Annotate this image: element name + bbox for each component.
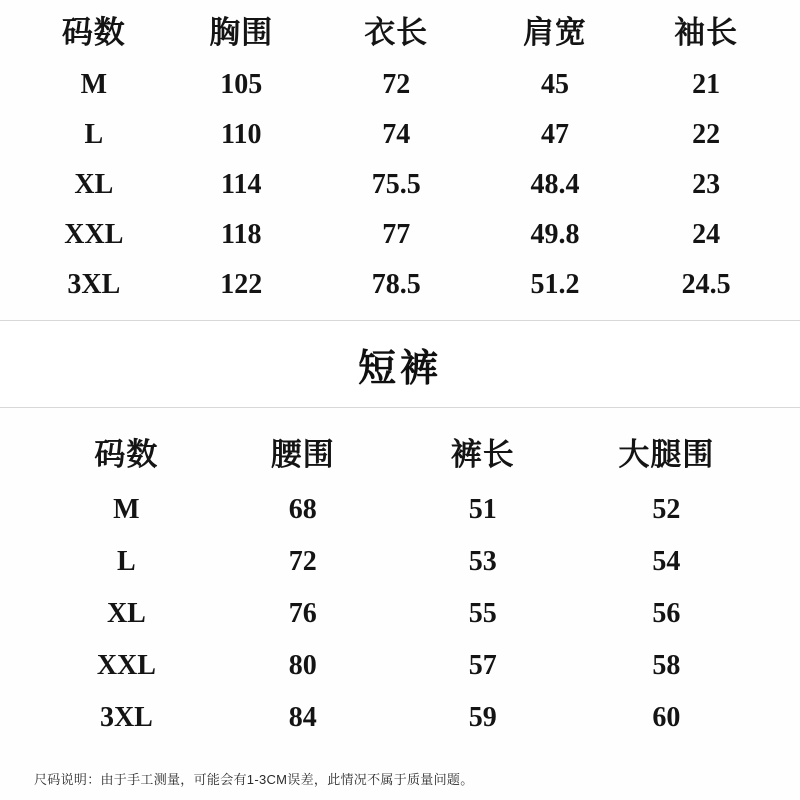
column-header-length: 衣长 — [364, 15, 429, 50]
cell-sleeve: 22 — [692, 119, 721, 150]
table-row — [22, 160, 778, 210]
cell-pants-length: 55 — [468, 598, 497, 629]
column-header-sleeve: 袖长 — [674, 15, 739, 50]
cell-bust: 110 — [220, 119, 262, 150]
column-header-bust: 胸围 — [209, 15, 274, 50]
table-header-row — [40, 426, 760, 484]
cell-length: 72 — [382, 69, 411, 100]
cell-size: L — [84, 119, 104, 150]
cell-shoulder: 49.8 — [530, 219, 580, 250]
table-row — [40, 640, 760, 692]
measurement-disclaimer: 尺码说明：由于手工测量，可能会有1-3CM误差，此情况不属于质量问题。 — [34, 772, 474, 787]
table-row — [22, 60, 778, 110]
cell-waist: 80 — [288, 650, 317, 681]
cell-bust: 114 — [220, 169, 262, 200]
table-row — [40, 692, 760, 744]
cell-thigh: 54 — [652, 546, 681, 577]
footnote-area — [0, 763, 800, 800]
cell-waist: 84 — [288, 702, 317, 733]
top-garment-size-section — [0, 0, 800, 320]
cell-size: 3XL — [99, 702, 153, 733]
cell-shoulder: 45 — [540, 69, 569, 100]
cell-thigh: 58 — [652, 650, 681, 681]
cell-length: 74 — [382, 119, 411, 150]
cell-thigh: 56 — [652, 598, 681, 629]
cell-waist: 72 — [288, 546, 317, 577]
column-header-waist: 腰围 — [270, 437, 335, 472]
shorts-size-section — [0, 408, 800, 763]
cell-sleeve: 21 — [692, 69, 721, 100]
cell-size: XL — [106, 598, 146, 629]
cell-size: 3XL — [67, 269, 121, 300]
cell-thigh: 52 — [652, 494, 681, 525]
cell-shoulder: 47 — [540, 119, 569, 150]
cell-sleeve: 24.5 — [681, 269, 731, 300]
cell-length: 77 — [382, 219, 411, 250]
cell-bust: 122 — [220, 269, 263, 300]
cell-length: 75.5 — [371, 169, 421, 200]
cell-shoulder: 51.2 — [530, 269, 580, 300]
shorts-section-heading — [0, 321, 800, 407]
column-header-shoulder: 肩宽 — [522, 15, 587, 50]
column-header-pants-length: 裤长 — [450, 437, 515, 472]
table-row — [22, 110, 778, 160]
cell-sleeve: 23 — [692, 169, 721, 200]
column-header-size: 码数 — [61, 15, 126, 50]
table-row — [22, 260, 778, 310]
table-row — [40, 536, 760, 588]
cell-length: 78.5 — [371, 269, 421, 300]
cell-size: XXL — [96, 650, 156, 681]
shorts-size-table — [40, 426, 760, 744]
column-header-thigh: 大腿围 — [618, 437, 715, 472]
section-title: 短裤 — [357, 347, 442, 390]
cell-sleeve: 24 — [692, 219, 721, 250]
cell-pants-length: 51 — [468, 494, 497, 525]
table-row — [40, 484, 760, 536]
table-row — [40, 588, 760, 640]
cell-pants-length: 53 — [468, 546, 497, 577]
table-header-row — [22, 6, 778, 60]
cell-pants-length: 57 — [468, 650, 497, 681]
cell-size: XXL — [64, 219, 124, 250]
table-row — [22, 210, 778, 260]
cell-size: M — [113, 494, 140, 525]
cell-size: M — [80, 69, 108, 100]
cell-bust: 118 — [220, 219, 262, 250]
cell-pants-length: 59 — [468, 702, 497, 733]
top-garment-size-table — [22, 6, 778, 310]
cell-size: XL — [74, 169, 114, 200]
cell-waist: 68 — [288, 494, 317, 525]
cell-waist: 76 — [288, 598, 317, 629]
cell-shoulder: 48.4 — [530, 169, 580, 200]
cell-thigh: 60 — [652, 702, 681, 733]
column-header-size: 码数 — [94, 437, 159, 472]
cell-size: L — [117, 546, 136, 577]
cell-bust: 105 — [220, 69, 263, 100]
